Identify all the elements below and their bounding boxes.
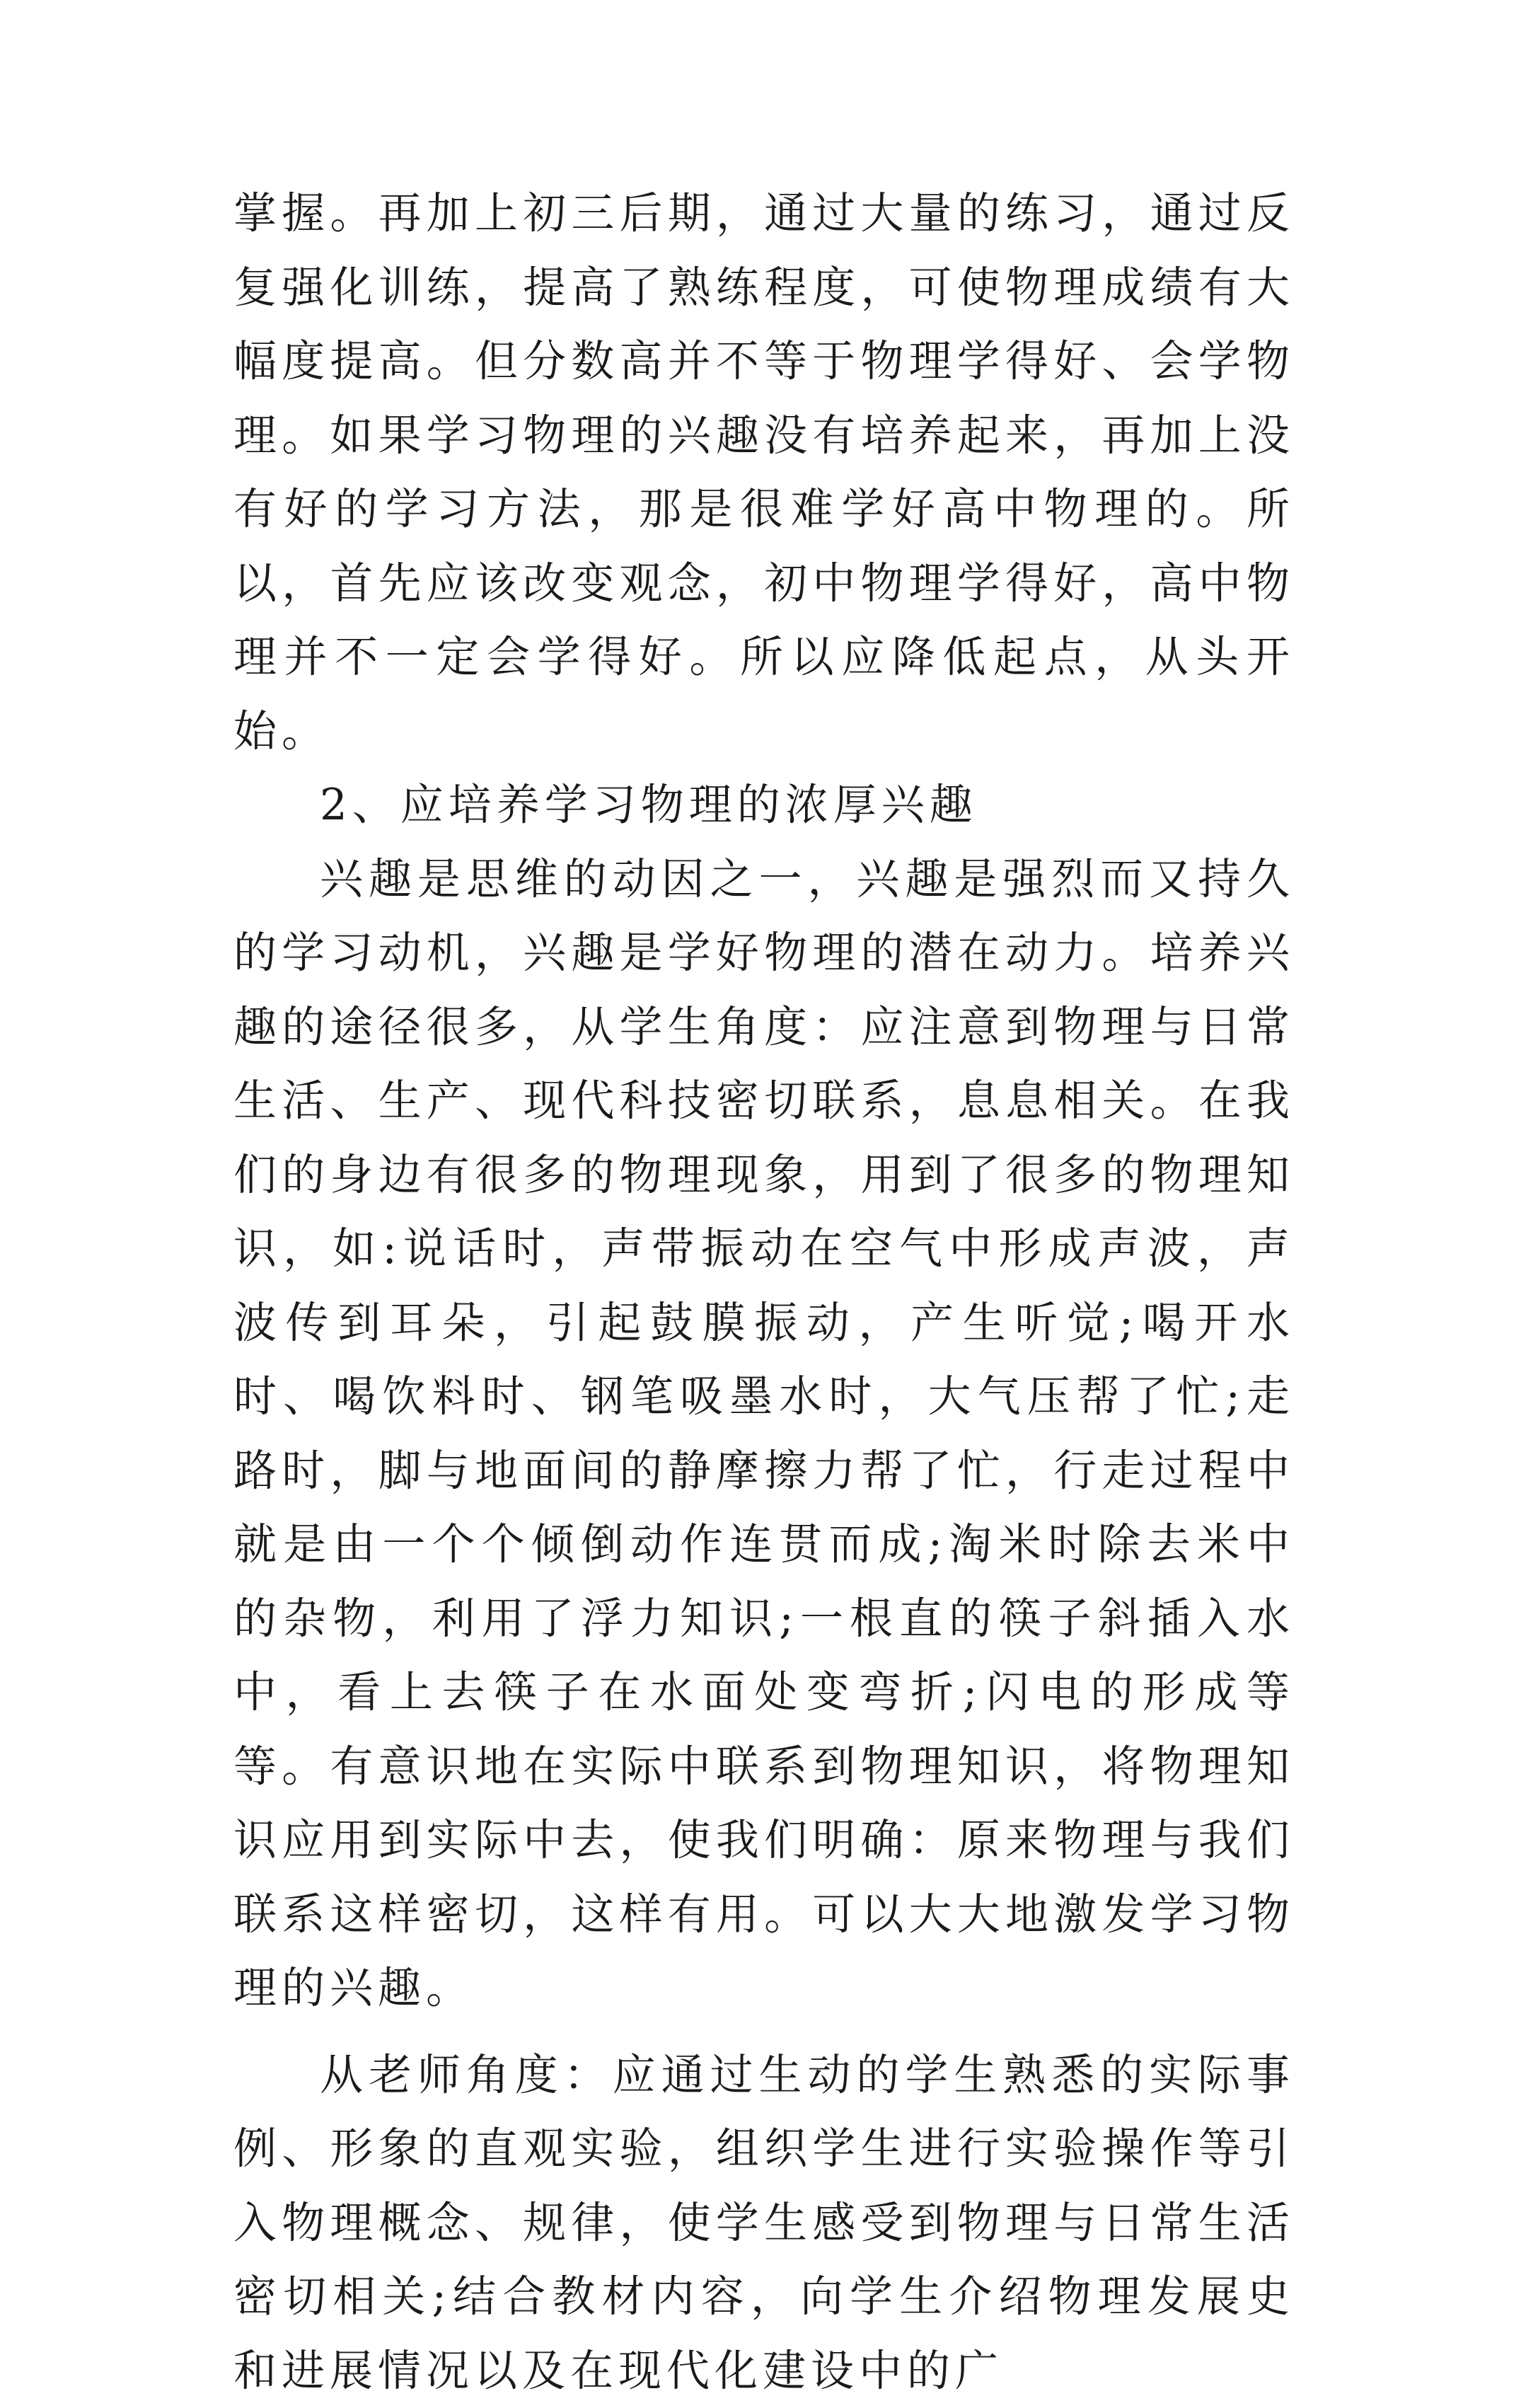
paragraph-gap [233, 2026, 1295, 2039]
paragraph-teacher: 从老师角度：应通过生动的学生熟悉的实际事例、形象的直观实验，组织学生进行实验操作等引入物理概念、规律，使学生感受到物理与日常生活密切相关;结合教材内容，向学生介绍物理发展史和进展情况以及在现代化建设中的广 [233, 2039, 1295, 2408]
section-heading: 2、应培养学习物理的浓厚兴趣 [233, 768, 1295, 843]
paragraph-interest: 兴趣是思维的动因之一，兴趣是强烈而又持久的学习动机，兴趣是学好物理的潜在动力。培养兴趣的途径很多，从学生角度：应注意到物理与日常生活、生产、现代科技密切联系，息息相关。在我们的身边有很多的物理现象，用到了很多的物理知识，如:说话时，声带振动在空气中形成声波，声波传到耳朵，引起鼓膜振动，产生听觉;喝开水时、喝饮料时、钢笔吸墨水时，大气压帮了忙;走路时，脚与地面间的静摩擦力帮了忙，行走过程中就是由一个个倾倒动作连贯而成;淘米时除去米中的杂物，利用了浮力知识;一根直的筷子斜插入水中，看上去筷子在水面处变弯折;闪电的形成等等。有意识地在实际中联系到物理知识，将物理知识应用到实际中去，使我们明确：原来物理与我们联系这样密切，这样有用。可以大大地激发学习物理的兴趣。 [233, 843, 1295, 2026]
body-text [233, 177, 1295, 2408]
paragraph-continuation: 掌握。再加上初三后期，通过大量的练习，通过反复强化训练，提高了熟练程度，可使物理成绩有大幅度提高。但分数高并不等于物理学得好、会学物理。如果学习物理的兴趣没有培养起来，再加上没有好的学习方法，那是很难学好高中物理的。所以，首先应该改变观念，初中物理学得好，高中物理并不一定会学得好。所以应降低起点，从头开始。 [233, 177, 1295, 768]
